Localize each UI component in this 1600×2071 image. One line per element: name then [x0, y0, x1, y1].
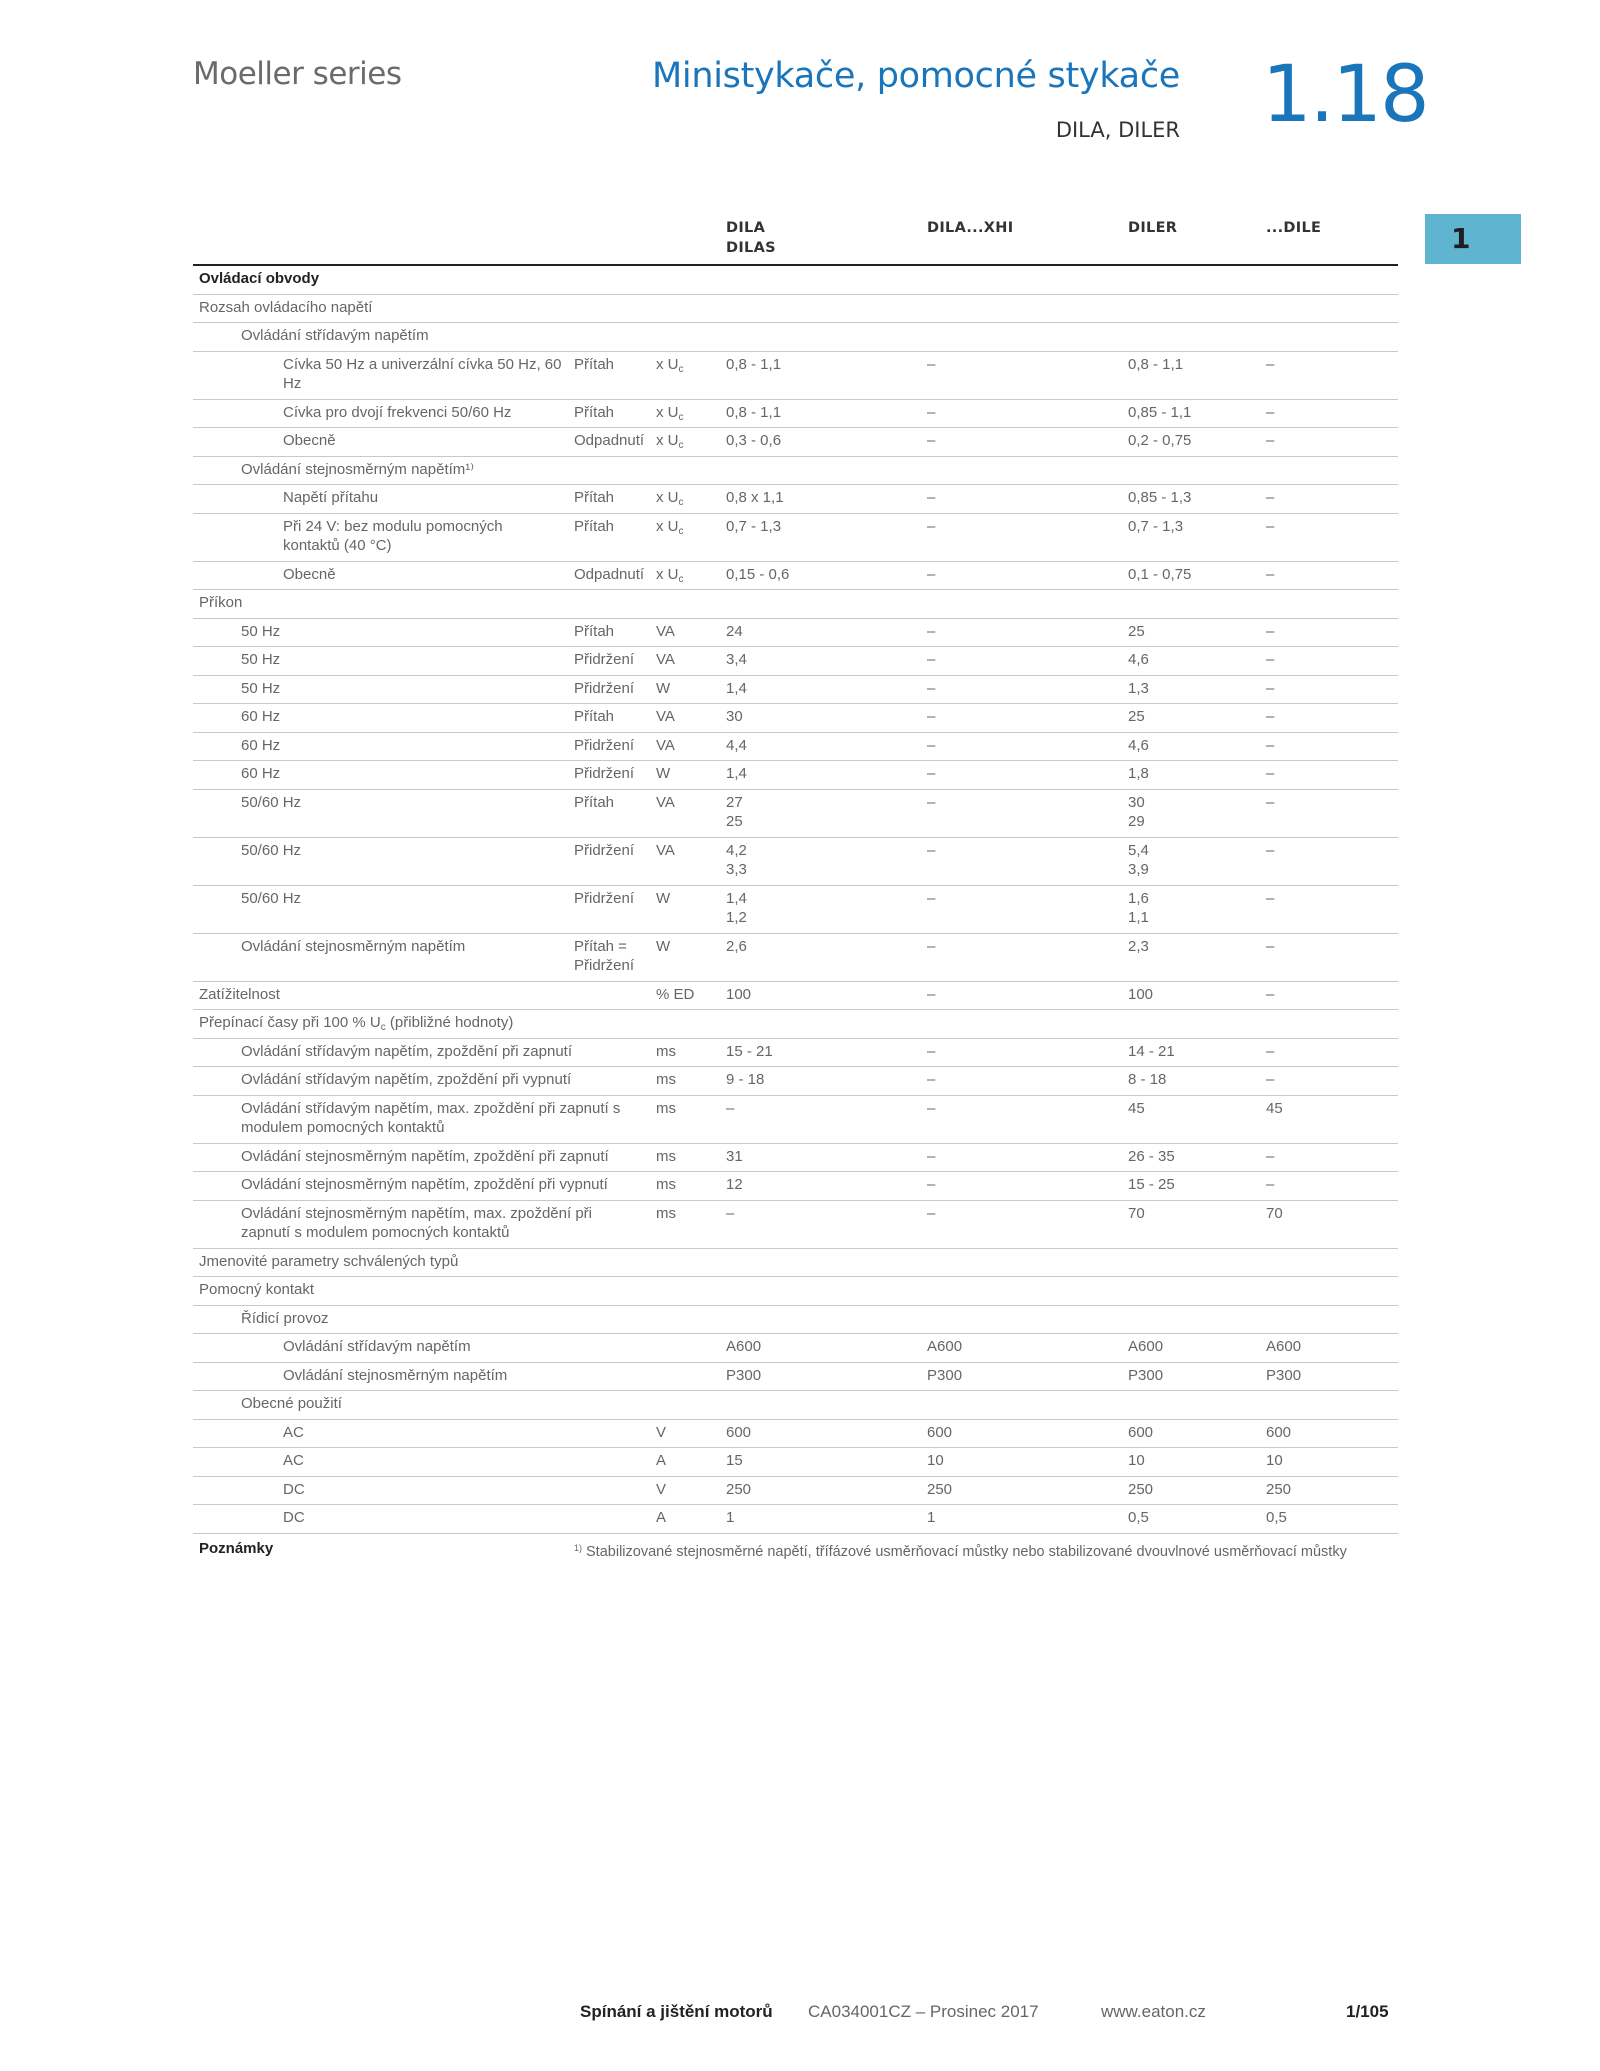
value-dila-xhi: P300 [927, 1366, 963, 1384]
value-dile: – [1266, 1042, 1275, 1060]
row-unit-subscript: c [678, 497, 684, 508]
row-label: Příkon [199, 594, 243, 611]
row-label-subscript: c [380, 1022, 386, 1033]
table-row [193, 1201, 1398, 1249]
row-mode: Přítah [574, 489, 615, 506]
row-unit-text: ms [656, 1176, 676, 1193]
row-unit [656, 841, 718, 861]
value-dile: 0,5 [1266, 1509, 1287, 1526]
value-dila: 1,4 1,2 [726, 889, 747, 926]
row-unit [656, 937, 718, 957]
value-diler: 15 - 25 [1128, 1176, 1175, 1193]
value-dila: 2,6 [726, 937, 747, 955]
notes-row [193, 1534, 1398, 1564]
footnote-marker: 1) [574, 1542, 583, 1553]
value-diler: 100 [1128, 985, 1154, 1003]
value-dile: – [1266, 565, 1275, 583]
value-dile: – [1266, 651, 1275, 668]
footer-catalog-code: CA034001CZ – Prosinec 2017 [808, 2002, 1039, 2021]
value-dila-xhi: 600 [927, 1423, 953, 1441]
value-dile: – [1266, 736, 1275, 754]
row-mode: Přidržení [574, 679, 635, 697]
value-dile: P300 [1266, 1366, 1302, 1384]
row-unit [656, 517, 718, 542]
value-diler: 4,6 [1128, 651, 1149, 668]
value-dila: 0,8 x 1,1 [726, 489, 784, 506]
row-unit [656, 565, 718, 590]
value-dila: 1 [726, 1509, 735, 1526]
value-diler: P300 [1128, 1366, 1164, 1384]
row-unit [656, 1204, 718, 1224]
value-dila: 0,8 - 1,1 [726, 355, 782, 373]
value-dila: 0,3 - 0,6 [726, 432, 782, 449]
row-mode: Přítah [574, 793, 615, 811]
row-label: DC [283, 1509, 305, 1526]
row-unit-subscript: c [678, 363, 684, 375]
row-unit [656, 793, 718, 813]
value-dile: 600 [1266, 1423, 1292, 1441]
row-unit-text: V [656, 1480, 667, 1498]
value-dile: 45 [1266, 1099, 1283, 1117]
row-mode: Odpadnutí [574, 432, 645, 449]
table-row [193, 1363, 1398, 1392]
table-row [193, 704, 1398, 733]
table-row [193, 1096, 1398, 1144]
value-dila: 4,2 3,3 [726, 841, 747, 878]
row-unit [656, 985, 718, 1005]
table-row [193, 1505, 1398, 1534]
row-unit-text: x U [656, 517, 679, 535]
row-unit [656, 679, 718, 699]
value-diler: 26 - 35 [1128, 1147, 1175, 1165]
row-label: Obecně [283, 565, 336, 583]
page-title: Ministykače, pomocné stykače [652, 56, 1180, 96]
row-unit [656, 736, 718, 756]
row-label: Ovládání stejnosměrným napětím [283, 1366, 508, 1384]
notes-label: Poznámky [199, 1539, 274, 1557]
row-label: DC [283, 1480, 305, 1498]
row-unit [656, 1480, 718, 1500]
row-mode: Přítah [574, 517, 615, 535]
row-unit-subscript: c [678, 573, 684, 585]
value-dila: 1,4 [726, 765, 747, 782]
row-mode: Přítah [574, 622, 615, 640]
row-label: Řídicí provoz [241, 1309, 329, 1327]
value-diler: 0,5 [1128, 1509, 1149, 1526]
value-diler: 0,85 - 1,3 [1128, 489, 1192, 506]
row-unit [656, 355, 718, 380]
row-label: Obecné použití [241, 1395, 342, 1412]
table-row [193, 1277, 1398, 1306]
table-row [193, 457, 1398, 486]
row-unit-text: x U [656, 489, 679, 506]
value-dila-xhi: – [927, 736, 936, 754]
row-unit [656, 1451, 718, 1471]
value-dila: 0,7 - 1,3 [726, 517, 782, 535]
row-label: Ovládání střídavým napětím, max. zpoždění při zapnutí s modulem pomocných kontaktů [241, 1099, 621, 1136]
row-label: AC [283, 1423, 304, 1441]
value-dila: 30 [726, 708, 743, 725]
value-dila-xhi: – [927, 1071, 936, 1088]
row-mode: Přidržení [574, 736, 635, 754]
row-unit-text: x U [656, 565, 679, 583]
row-unit [656, 622, 718, 642]
value-dila: 24 [726, 622, 743, 640]
row-mode: Přítah [574, 355, 615, 373]
table-row [193, 1391, 1398, 1420]
table-row [193, 400, 1398, 429]
value-dila: 15 - 21 [726, 1042, 773, 1060]
row-unit-subscript: c [678, 411, 684, 423]
table-row [193, 982, 1398, 1011]
row-unit-text: ms [656, 1147, 676, 1165]
row-mode: Přítah [574, 403, 615, 421]
value-dila: 250 [726, 1480, 752, 1498]
row-unit [656, 1099, 718, 1119]
table-row [193, 323, 1398, 352]
value-dila-xhi: – [927, 651, 936, 668]
row-unit-subscript: c [678, 440, 684, 451]
row-unit-text: W [656, 937, 671, 955]
row-label: AC [283, 1452, 304, 1469]
table-row [193, 295, 1398, 324]
row-unit-text: VA [656, 736, 675, 754]
value-dile: – [1266, 841, 1275, 859]
value-dila-xhi: 10 [927, 1452, 944, 1469]
value-dila: – [726, 1099, 735, 1117]
row-label: Ovládání stejnosměrným napětím [241, 937, 466, 955]
value-dila-xhi: – [927, 489, 936, 506]
value-dila-xhi: – [927, 765, 936, 782]
row-label: Ovládání střídavým napětím, zpoždění při zapnutí [241, 1042, 573, 1060]
table-row [193, 352, 1398, 400]
row-mode: Odpadnutí [574, 565, 645, 583]
table-row [193, 761, 1398, 790]
value-diler: 0,1 - 0,75 [1128, 565, 1192, 583]
value-dila-xhi: – [927, 1176, 936, 1193]
value-dila: A600 [726, 1338, 762, 1355]
row-unit [656, 1423, 718, 1443]
value-diler: 5,4 3,9 [1128, 841, 1149, 878]
table-row [193, 886, 1398, 934]
value-dila: 27 25 [726, 793, 743, 830]
value-diler: 600 [1128, 1423, 1154, 1441]
row-label [199, 1013, 559, 1038]
value-dila: P300 [726, 1366, 762, 1384]
row-label: Zatížitelnost [199, 985, 280, 1003]
value-diler: 0,8 - 1,1 [1128, 355, 1184, 373]
value-dila-xhi: – [927, 403, 936, 421]
row-label-tail: (přibližné hodnoty) [385, 1014, 514, 1031]
row-unit [656, 488, 718, 513]
row-unit-text: ms [656, 1071, 676, 1088]
table-row [193, 428, 1398, 457]
value-diler: 0,7 - 1,3 [1128, 517, 1184, 535]
footer-website-link[interactable]: www.eaton.cz [1101, 2002, 1206, 2021]
table-row [193, 590, 1398, 619]
value-dila-xhi: – [927, 985, 936, 1003]
row-label: Ovládání stejnosměrným napětím, zpoždění při zapnutí [241, 1147, 609, 1165]
value-diler: 0,2 - 0,75 [1128, 432, 1192, 449]
value-dile: – [1266, 1176, 1275, 1193]
row-label: Cívka 50 Hz a univerzální cívka 50 Hz, 60 Hz [283, 355, 562, 392]
value-dila: – [726, 1204, 735, 1222]
row-unit [656, 764, 718, 784]
value-dila-xhi: – [927, 708, 936, 725]
row-label: Cívka pro dvojí frekvenci 50/60 Hz [283, 403, 512, 421]
row-label: Ovládání střídavým napětím, zpoždění při vypnutí [241, 1071, 572, 1088]
row-unit-text: W [656, 679, 671, 697]
spec-table [193, 266, 1398, 1564]
value-dila-xhi: – [927, 517, 936, 535]
value-diler: 14 - 21 [1128, 1042, 1175, 1060]
value-dila-xhi: – [927, 679, 936, 697]
value-dila-xhi: – [927, 841, 936, 859]
row-label: Ovládání stejnosměrným napětím¹⁾ [241, 460, 474, 478]
column-header-dila [726, 218, 776, 258]
value-diler: 10 [1128, 1452, 1145, 1469]
footnote-text [574, 1539, 1347, 1563]
table-row [193, 1067, 1398, 1096]
value-dile: – [1266, 489, 1275, 506]
column-header-dila-line2: DILAS [726, 240, 776, 256]
value-dila: 600 [726, 1423, 752, 1441]
footer-page-number: 1/105 [1346, 2002, 1389, 2021]
value-diler: 30 29 [1128, 793, 1145, 830]
row-unit [656, 707, 718, 727]
row-label: Napětí přítahu [283, 489, 379, 506]
value-dile: – [1266, 517, 1275, 535]
row-unit [656, 1175, 718, 1195]
row-label: Ovládání stejnosměrným napětím, max. zpoždění při zapnutí s modulem pomocných kontaktů [241, 1204, 592, 1241]
row-unit-text: VA [656, 708, 675, 725]
value-dile: 250 [1266, 1480, 1292, 1498]
value-diler: 1,6 1,1 [1128, 889, 1149, 926]
value-diler: 1,3 [1128, 679, 1149, 697]
value-dila-xhi: – [927, 1042, 936, 1060]
value-dila-xhi: – [927, 793, 936, 811]
row-unit-text: W [656, 889, 671, 907]
row-unit-text: ms [656, 1099, 676, 1117]
table-row [193, 1306, 1398, 1335]
value-dila-xhi: 1 [927, 1509, 936, 1526]
row-unit [656, 1070, 718, 1090]
value-dila: 0,8 - 1,1 [726, 403, 782, 421]
row-unit [656, 889, 718, 909]
row-label: Ovládání střídavým napětím [241, 327, 429, 344]
value-dile: – [1266, 403, 1275, 421]
value-dile: – [1266, 765, 1275, 782]
table-row [193, 1420, 1398, 1449]
row-unit-text: A [656, 1452, 667, 1469]
value-dile: – [1266, 432, 1275, 449]
value-dile: – [1266, 679, 1275, 697]
value-diler: 4,6 [1128, 736, 1149, 754]
table-row [193, 790, 1398, 838]
row-unit [656, 1042, 718, 1062]
row-mode: Přidržení [574, 651, 635, 668]
value-dila: 100 [726, 985, 752, 1003]
value-dila-xhi: – [927, 1147, 936, 1165]
value-dila: 31 [726, 1147, 743, 1165]
table-row [193, 619, 1398, 648]
value-dila-xhi: – [927, 565, 936, 583]
row-mode: Přidržení [574, 765, 635, 782]
row-label-text: Přepínací časy při 100 % U [199, 1014, 381, 1031]
row-label: 60 Hz [241, 765, 281, 782]
table-row [193, 1039, 1398, 1068]
footer-title: Spínání a jištění motorů [580, 2002, 773, 2021]
value-diler: A600 [1128, 1338, 1164, 1355]
row-mode: Přítah [574, 708, 615, 725]
table-row [193, 676, 1398, 705]
row-unit-text: W [656, 765, 671, 782]
value-dile: A600 [1266, 1338, 1302, 1355]
value-diler: 0,85 - 1,1 [1128, 403, 1192, 421]
row-unit-text: A [656, 1509, 667, 1526]
page-subtitle: DILA, DILER [1055, 118, 1180, 142]
row-label: Ovládání stejnosměrným napětím, zpoždění při vypnutí [241, 1176, 608, 1193]
footnote-body: Stabilizované stejnosměrné napětí, třífázové usměrňovací můstky nebo stabilizované dvouvlnové usměrňovací můstky [586, 1544, 1347, 1561]
table-row [193, 647, 1398, 676]
table-row [193, 1448, 1398, 1477]
value-dila: 1,4 [726, 679, 747, 697]
row-unit [656, 431, 718, 456]
value-dila: 12 [726, 1176, 743, 1193]
row-mode: Přidržení [574, 841, 635, 859]
row-unit-text: VA [656, 622, 675, 640]
table-row [193, 733, 1398, 762]
row-label: Pomocný kontakt [199, 1281, 315, 1298]
value-dila: 9 - 18 [726, 1071, 765, 1088]
chapter-tab[interactable]: 1 [1425, 214, 1521, 264]
value-dila-xhi: – [927, 937, 936, 955]
value-dila-xhi: A600 [927, 1338, 963, 1355]
row-label: 50 Hz [241, 622, 281, 640]
value-dila: 3,4 [726, 651, 747, 668]
value-dila-xhi: 250 [927, 1480, 953, 1498]
row-unit [656, 1508, 718, 1528]
value-dila-xhi: – [927, 1099, 936, 1117]
table-row [193, 514, 1398, 562]
row-unit-text: ms [656, 1204, 676, 1222]
value-diler: 25 [1128, 622, 1145, 640]
row-label: 50/60 Hz [241, 841, 302, 859]
row-label: 50/60 Hz [241, 793, 302, 811]
row-unit [656, 403, 718, 428]
value-dile: – [1266, 622, 1275, 640]
value-dile: – [1266, 889, 1275, 907]
column-header-dila-xhi: DILA...XHI [927, 220, 1014, 236]
row-unit-text: x U [656, 355, 679, 373]
row-label: 50 Hz [241, 651, 281, 668]
row-label: 50 Hz [241, 679, 281, 697]
row-unit-text: x U [656, 432, 679, 449]
value-diler: 45 [1128, 1099, 1145, 1117]
row-label: Ovládání střídavým napětím [283, 1338, 471, 1355]
row-unit-text: V [656, 1423, 667, 1441]
column-header-dila-line1: DILA [726, 220, 766, 236]
value-dile: – [1266, 1147, 1275, 1165]
row-label: 60 Hz [241, 736, 281, 754]
row-label: Rozsah ovládacího napětí [199, 298, 373, 316]
value-diler: 25 [1128, 708, 1145, 725]
table-row [193, 1249, 1398, 1278]
value-dile: – [1266, 1071, 1275, 1088]
row-unit-text: ms [656, 1042, 676, 1060]
table-row [193, 1172, 1398, 1201]
table-row [193, 838, 1398, 886]
value-diler: 250 [1128, 1480, 1154, 1498]
value-dila-xhi: – [927, 1204, 936, 1222]
row-unit-subscript: c [678, 525, 684, 537]
row-label: Ovládací obvody [199, 270, 320, 287]
section-header-row [193, 266, 1398, 295]
row-unit-text: x U [656, 403, 679, 421]
value-dila: 15 [726, 1452, 743, 1469]
value-dila-xhi: – [927, 889, 936, 907]
series-label: Moeller series [193, 56, 402, 92]
value-diler: 2,3 [1128, 937, 1149, 955]
value-dile: – [1266, 355, 1275, 373]
table-row [193, 934, 1398, 982]
value-diler: 1,8 [1128, 765, 1149, 782]
value-dila: 0,15 - 0,6 [726, 565, 790, 583]
value-dila: 4,4 [726, 736, 747, 754]
value-dile: 70 [1266, 1204, 1283, 1222]
value-dila-xhi: – [927, 622, 936, 640]
row-mode: Přidržení [574, 889, 635, 907]
row-label: 60 Hz [241, 708, 281, 725]
table-row [193, 1010, 1398, 1039]
row-unit-text: VA [656, 793, 675, 811]
table-row [193, 562, 1398, 591]
row-unit [656, 1147, 718, 1167]
column-header-diler: DILER [1128, 220, 1178, 236]
table-row [193, 485, 1398, 514]
row-label: Obecně [283, 432, 336, 449]
table-row [193, 1144, 1398, 1173]
row-label: 50/60 Hz [241, 889, 302, 907]
value-dila-xhi: – [927, 355, 936, 373]
row-unit-text: % ED [656, 985, 695, 1003]
row-unit-text: VA [656, 651, 675, 668]
row-mode: Přítah = Přidržení [574, 937, 635, 974]
value-dile: – [1266, 708, 1275, 725]
row-label: Jmenovité parametry schválených typů [199, 1252, 459, 1270]
value-diler: 8 - 18 [1128, 1071, 1167, 1088]
section-number: 1.18 [1262, 50, 1428, 140]
value-dile: – [1266, 937, 1275, 955]
value-dile: – [1266, 985, 1275, 1003]
row-label: Při 24 V: bez modulu pomocných kontaktů (40 °C) [283, 517, 503, 554]
value-dile: – [1266, 793, 1275, 811]
row-unit [656, 650, 718, 670]
table-row [193, 1334, 1398, 1363]
column-header-dile: ...DILE [1266, 220, 1322, 236]
value-dila-xhi: – [927, 432, 936, 449]
value-diler: 70 [1128, 1204, 1145, 1222]
value-dile: 10 [1266, 1452, 1283, 1469]
table-row [193, 1477, 1398, 1506]
row-unit-text: VA [656, 841, 675, 859]
